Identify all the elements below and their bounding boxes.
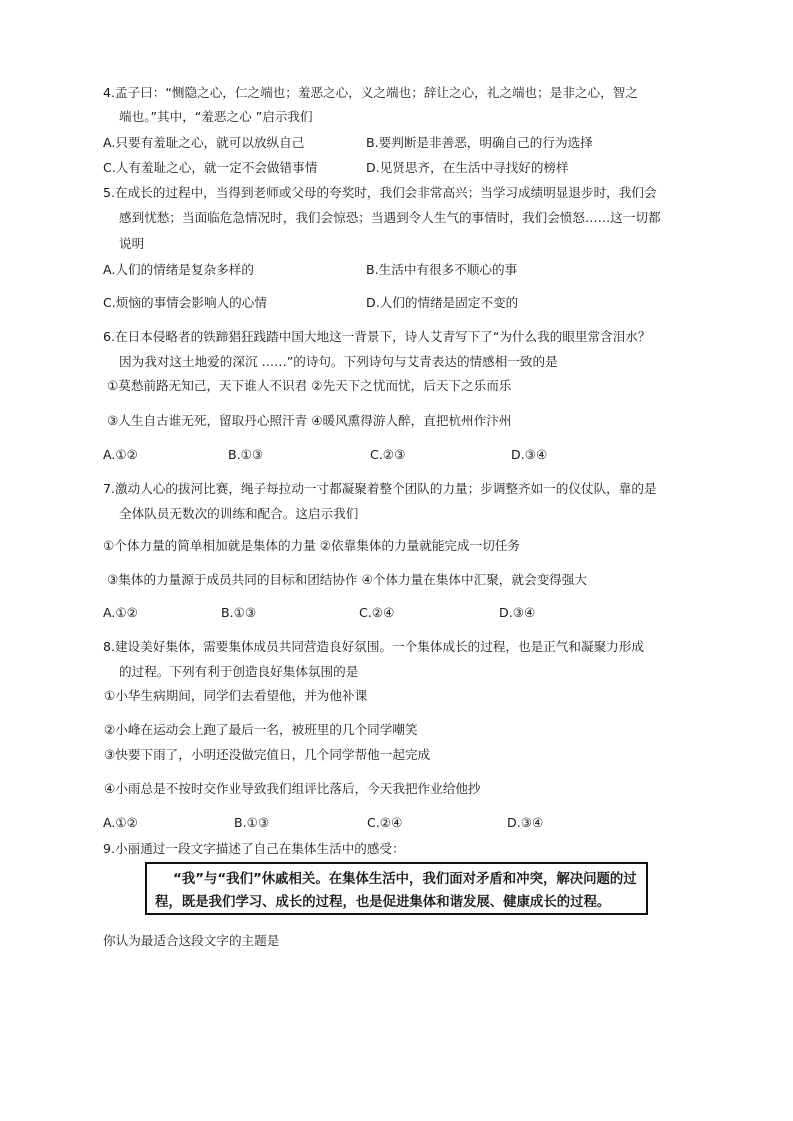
q8-item-4: ④小雨总是不按时交作业导致我们组评比落后，今天我把作业给他抄 bbox=[104, 781, 481, 796]
q8-option-a: A.①② bbox=[103, 815, 138, 830]
q6-option-a: A.①② bbox=[103, 447, 138, 462]
q6-items-line2: ③人生自古谁无死，留取丹心照汗青 ④暖风熏得游人醉，直把杭州作汴州 bbox=[107, 413, 512, 428]
q5-option-a: A.人们的情绪是复杂多样的 bbox=[103, 262, 254, 277]
quote-line2: 程，既是我们学习、成长的过程，也是促进集体和谐发展、健康成长的过程。 bbox=[155, 895, 611, 910]
q5-option-b: B.生活中有很多不顺心的事 bbox=[366, 262, 518, 277]
q7-items-line1: ①个体力量的简单相加就是集体的力量 ②依靠集体的力量就能完成一切任务 bbox=[103, 538, 520, 553]
q8-item-3: ③快要下雨了，小明还没做完值日，几个同学帮他一起完成 bbox=[104, 747, 431, 762]
q6-stem-line1: 6.在日本侵略者的铁蹄猖狂践踏中国大地这一背景下，诗人艾青写下了“为什么我的眼里常含泪水？ bbox=[103, 329, 651, 344]
q7-option-a: A.①② bbox=[103, 605, 138, 620]
q7-stem-line1: 7.激动人心的拔河比赛，绳子每拉动一寸都凝聚着整个团队的力量；步调整齐如一的仪仗队，靠的是 bbox=[103, 481, 657, 496]
q4-option-a: A.只要有羞耻之心，就可以放纵自己 bbox=[103, 135, 305, 150]
q4-stem-line1: 4.孟子曰：“恻隐之心，仁之端也；羞恶之心，义之端也；辞让之心，礼之端也；是非之心，智之 bbox=[103, 85, 638, 100]
q7-items-line2: ③集体的力量源于成员共同的目标和团结协作 ④个体力量在集体中汇聚，就会变得强大 bbox=[107, 572, 587, 587]
q5-stem-line3: 说明 bbox=[119, 236, 145, 251]
q7-option-c: C.②④ bbox=[359, 605, 395, 620]
q7-option-d: D.③④ bbox=[499, 605, 536, 620]
q4-stem-line2: 端也。”其中，“羞恶之心 ”启示我们 bbox=[119, 109, 313, 124]
q8-item-1: ①小华生病期间，同学们去看望他，并为他补课 bbox=[104, 688, 368, 703]
q7-stem-line2: 全体队员无数次的训练和配合。这启示我们 bbox=[119, 506, 359, 521]
q8-option-b: B.①③ bbox=[234, 815, 270, 830]
q6-option-b: B.①③ bbox=[228, 447, 264, 462]
q6-option-d: D.③④ bbox=[511, 447, 548, 462]
q5-stem-line2: 感到忧愁；当面临危急情况时，我们会惊恐；当遇到令人生气的事情时，我们会愤怒……这一切都 bbox=[119, 210, 661, 225]
q9-question: 你认为最适合这段文字的主题是 bbox=[103, 933, 280, 948]
q8-option-d: D.③④ bbox=[507, 815, 544, 830]
q5-option-c: C.烦恼的事情会影响人的心情 bbox=[103, 295, 267, 310]
q8-stem-line1: 8.建设美好集体，需要集体成员共同营造良好氛围。一个集体成长的过程，也是正气和凝聚力形成 bbox=[103, 639, 644, 654]
q6-stem-line2: 因为我对这土地爱的深沉 ……”的诗句。下列诗句与艾青表达的情感相一致的是 bbox=[119, 354, 558, 369]
q7-option-b: B.①③ bbox=[221, 605, 257, 620]
quote-box bbox=[145, 862, 648, 915]
q9-stem: 9.小丽通过一段文字描述了自己在集体生活中的感受： bbox=[103, 841, 405, 856]
q8-item-2: ②小峰在运动会上跑了最后一名，被班里的几个同学嘲笑 bbox=[104, 722, 418, 737]
quote-line1: “我”与“我们”休戚相关。在集体生活中，我们面对矛盾和冲突，解决问题的过 bbox=[173, 872, 637, 887]
q6-items-line1: ①莫愁前路无知己，天下谁人不识君 ②先天下之忧而忧，后天下之乐而乐 bbox=[107, 378, 512, 393]
q5-option-d: D.人们的情绪是固定不变的 bbox=[366, 295, 519, 310]
q5-stem-line1: 5.在成长的过程中，当得到老师或父母的夸奖时，我们会非常高兴；当学习成绩明显退步时，我们会 bbox=[103, 185, 657, 200]
q8-option-c: C.②④ bbox=[367, 815, 403, 830]
q4-option-b: B.要判断是非善恶，明确自己的行为选择 bbox=[366, 135, 593, 150]
q8-stem-line2: 的过程。下列有利于创造良好集体氛围的是 bbox=[119, 664, 359, 679]
q4-option-c: C.人有羞耻之心，就一定不会做错事情 bbox=[103, 160, 318, 175]
q4-option-d: D.见贤思齐，在生活中寻找好的榜样 bbox=[366, 160, 569, 175]
q6-option-c: C.②③ bbox=[370, 447, 406, 462]
